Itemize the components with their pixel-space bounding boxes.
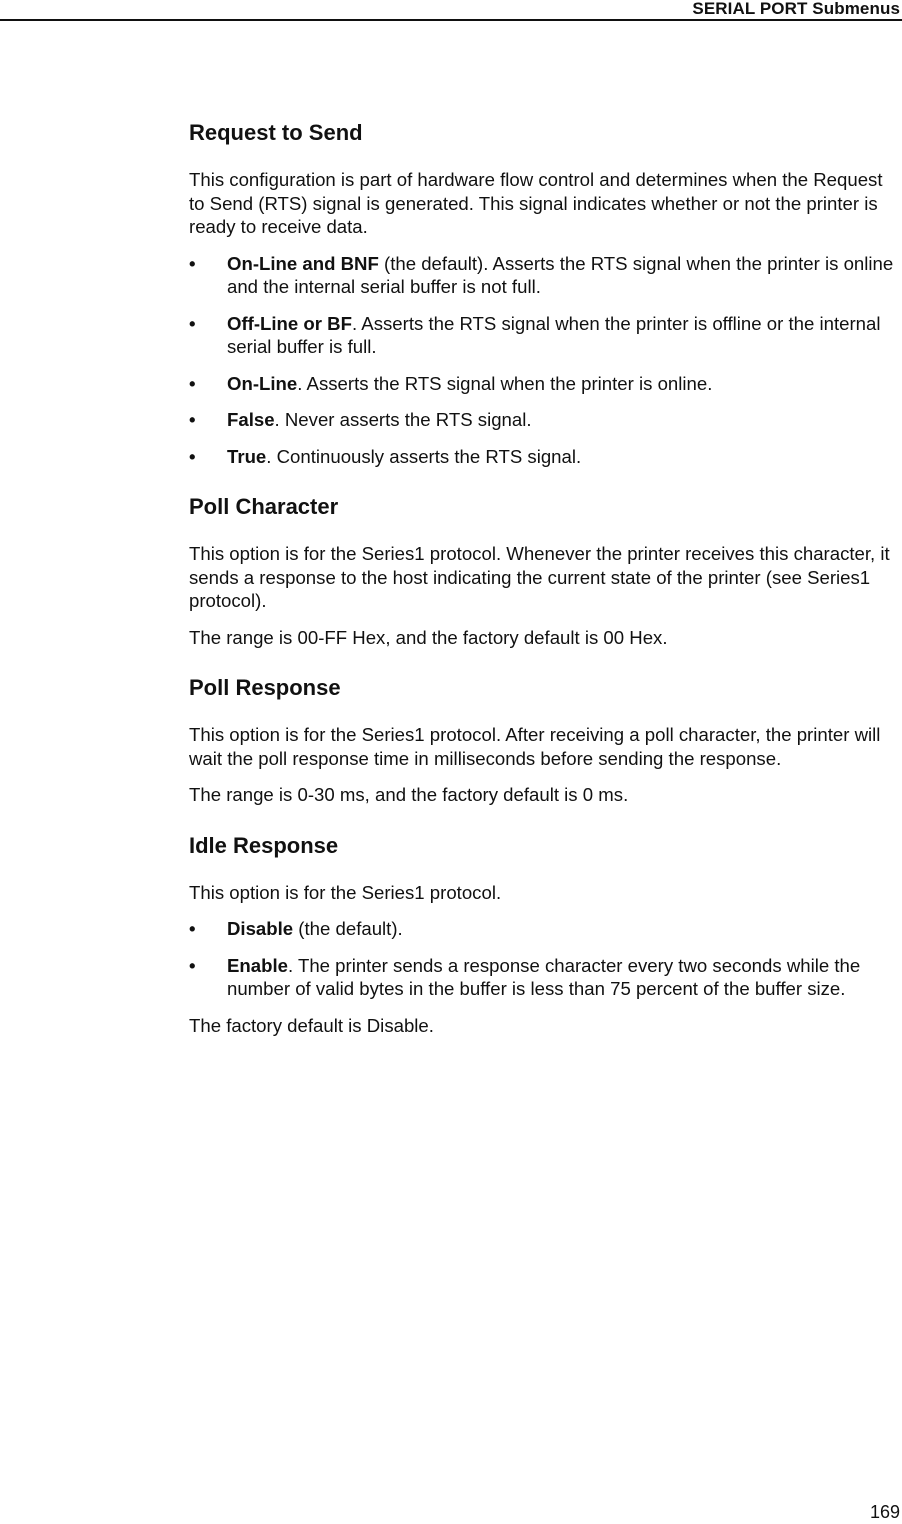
option-term: Disable [227, 918, 294, 939]
running-header [0, 0, 902, 21]
section-heading: Poll Response [189, 675, 341, 700]
running-header-title: SERIAL PORT Submenus [692, 0, 900, 18]
option-list [189, 252, 901, 469]
option-description: . Continuously asserts the RTS signal. [266, 445, 582, 467]
section-note: The range is 00-FF Hex, and the factory default is 00 Hex. [189, 626, 668, 648]
section-idle-response [189, 831, 901, 1038]
section-heading: Poll Character [189, 494, 339, 519]
section-request-to-send [189, 118, 901, 468]
list-item [189, 252, 901, 299]
section-note: The range is 0-30 ms, and the factory default is 0 ms. [189, 784, 629, 805]
bullet-icon: • [189, 409, 196, 430]
list-item [189, 954, 901, 1001]
bullet-icon: • [189, 918, 196, 939]
option-term: Enable [227, 954, 288, 976]
section-intro: This configuration is part of hardware flow control and determines when the Request to Send (RTS) signal is generated. This signal indicates whether or not the printer is ready to receive data. [189, 169, 883, 237]
bullet-icon: • [189, 954, 196, 976]
option-term: On-Line and BNF [227, 252, 379, 274]
section-heading: Request to Send [189, 120, 363, 145]
option-term: False [227, 409, 275, 430]
option-term: True [227, 445, 267, 467]
section-intro: This option is for the Series1 protocol. After receiving a poll character, the printer will wait the poll response time in milliseconds before sending the response. [189, 724, 881, 769]
list-item [189, 312, 901, 359]
page-number: 169 [869, 1502, 900, 1522]
option-term: Off-Line or BF [227, 312, 352, 334]
section-heading: Idle Response [189, 832, 339, 858]
list-item [189, 372, 901, 396]
option-description: (the default). Asserts the RTS signal when the printer is online and the internal serial buffer is not full. [227, 252, 894, 297]
bullet-icon: • [189, 312, 196, 334]
section-poll-character [189, 492, 901, 649]
option-description: . Never asserts the RTS signal. [274, 409, 532, 430]
option-term: On-Line [227, 372, 298, 394]
list-item [189, 445, 901, 469]
bullet-icon: • [189, 445, 196, 467]
section-poll-response [189, 673, 901, 807]
option-description: (the default). [293, 918, 403, 939]
list-item [189, 917, 901, 941]
bullet-icon: • [189, 372, 196, 394]
option-description: . The printer sends a response character every two seconds while the number of valid bytes in the buffer is less than 75 percent of the buffer size. [227, 954, 861, 999]
section-note: The factory default is Disable. [189, 1014, 434, 1036]
section-intro: This option is for the Series1 protocol. Whenever the printer receives this character, it sends a response to the host indicating the current state of the printer (see Series1 protocol). [189, 543, 890, 611]
page-content [189, 118, 901, 1061]
option-description: . Asserts the RTS signal when the printer is offline or the internal serial buffer is full. [227, 312, 881, 357]
option-list [189, 917, 901, 1001]
bullet-icon: • [189, 252, 196, 274]
section-intro: This option is for the Series1 protocol. [189, 881, 502, 903]
option-description: . Asserts the RTS signal when the printer is online. [297, 372, 713, 394]
list-item [189, 408, 901, 432]
